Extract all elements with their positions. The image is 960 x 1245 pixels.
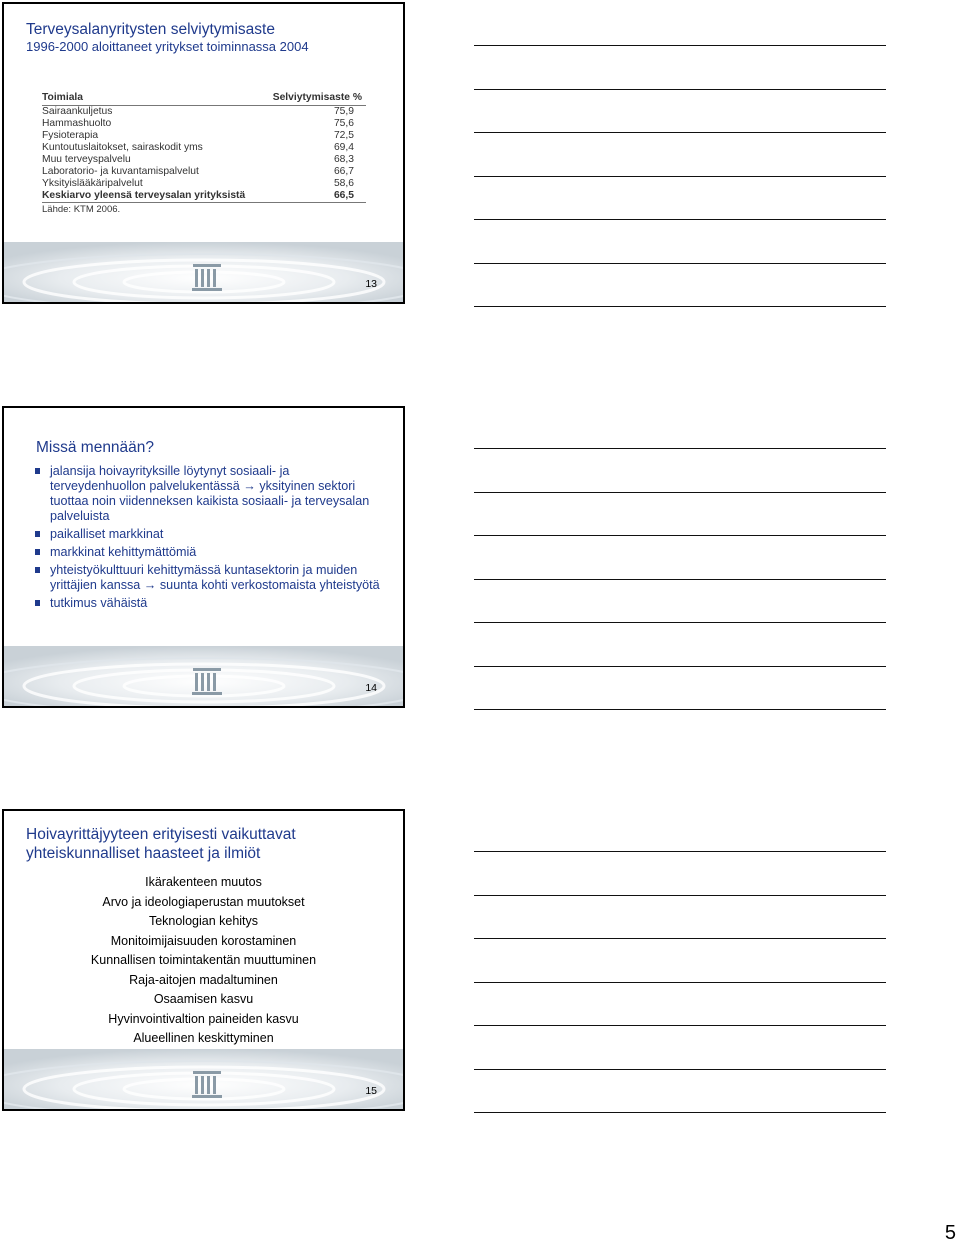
list-item: Osaamisen kasvu — [153, 992, 254, 1006]
table-header-row — [42, 92, 366, 106]
table-cell: 66,7 — [333, 166, 354, 177]
note-line — [474, 709, 886, 710]
note-line — [474, 263, 886, 264]
table-row — [42, 106, 366, 119]
table-cell: 75,6 — [333, 118, 354, 129]
list-item: tutkimus vähäistä — [32, 596, 384, 611]
table-cell: Muu terveyspalvelu — [42, 154, 131, 165]
note-line — [474, 132, 886, 133]
table-cell: Yksityislääkäripalvelut — [42, 178, 143, 189]
page-number: 5 — [944, 1222, 956, 1244]
table-cell: 66,5 — [264, 190, 366, 203]
survival-rate-table — [42, 92, 366, 203]
list-item: Hyvinvointivaltion paineiden kasvu — [108, 1011, 299, 1026]
slide-number: 15 — [365, 1085, 377, 1097]
table-row — [42, 166, 366, 178]
slide-subtitle: 1996-2000 aloittaneet yritykset toiminnassa 2004 — [26, 39, 309, 54]
list-item: markkinat kehittymättömiä — [32, 545, 384, 560]
note-line — [474, 492, 886, 493]
note-line — [474, 1069, 886, 1070]
table-cell: 75,9 — [333, 106, 354, 117]
table-cell: 68,3 — [333, 154, 354, 165]
slide-13 — [2, 2, 405, 304]
slide-number: 14 — [365, 682, 377, 694]
column-header-industry: Toimiala — [42, 92, 264, 106]
table-cell: Keskiarvo yleensä terveysalan yrityksistä — [42, 190, 264, 203]
table-cell: 69,4 — [333, 142, 354, 153]
list-item: jalansija hoivayrityksille löytynyt sosiaali- ja terveydenhuollon palvelukentässä → yksityinen sektori tuottaa noin viidenneksen kaikista sosiaali- ja terveysalan palveluista — [32, 464, 384, 524]
slide-title: Hoivayrittäjyyteen erityisesti vaikuttavat yhteiskunnalliset haasteet ja ilmiöt — [26, 826, 296, 862]
table-cell: Hammashuolto — [42, 118, 112, 129]
list-item: Ikärakenteen muutos — [145, 875, 262, 889]
slide-15 — [2, 809, 405, 1111]
note-line — [474, 1025, 886, 1026]
table-cell: Laboratorio- ja kuvantamispalvelut — [42, 166, 199, 177]
note-line — [474, 448, 886, 449]
list-item: Arvo ja ideologiaperustan muutokset — [102, 894, 305, 909]
list-item: Raja-aitojen madaltuminen — [129, 972, 278, 987]
table-row — [42, 118, 366, 130]
list-item: Teknologian kehitys — [148, 914, 259, 928]
slide-number: 13 — [365, 278, 377, 290]
table-cell: 58,6 — [333, 178, 354, 189]
note-line — [474, 982, 886, 983]
note-line — [474, 535, 886, 536]
table-cell: Sairaankuljetus — [42, 106, 113, 117]
note-line — [474, 45, 886, 46]
note-line — [474, 851, 886, 852]
list-item: paikalliset markkinat — [32, 527, 384, 542]
table-cell: Fysioterapia — [42, 130, 99, 141]
table-row — [42, 154, 366, 166]
university-logo-icon — [190, 664, 224, 698]
note-line — [474, 89, 886, 90]
note-line — [474, 666, 886, 667]
column-header-rate: Selviytymisaste % — [264, 92, 366, 106]
note-line — [474, 938, 886, 939]
list-item: Kunnallisen toimintakentän muuttuminen — [90, 953, 317, 967]
note-line — [474, 219, 886, 220]
note-line — [474, 579, 886, 580]
table-row — [42, 178, 366, 190]
list-item: Alueellinen keskittyminen — [133, 1031, 274, 1045]
table-cell: Kuntoutuslaitokset, sairaskodit yms — [42, 142, 203, 153]
table-row — [42, 142, 366, 154]
note-line — [474, 176, 886, 177]
table-cell: 72,5 — [333, 130, 354, 141]
bullet-list — [32, 464, 384, 614]
note-line — [474, 1112, 886, 1113]
slide-title: Missä mennään? — [36, 439, 155, 456]
note-line — [474, 895, 886, 896]
slide-title: Terveysalanyritysten selviytymisaste — [26, 21, 275, 38]
table-row — [42, 130, 366, 142]
university-logo-icon — [190, 260, 224, 294]
slide-14 — [2, 406, 405, 708]
list-item: Monitoimijaisuuden korostaminen — [110, 933, 297, 948]
note-line — [474, 622, 886, 623]
challenge-list — [4, 873, 403, 1068]
table-row-average — [42, 190, 366, 203]
university-logo-icon — [190, 1067, 224, 1101]
source-note: Lähde: KTM 2006. — [42, 204, 121, 215]
list-item: yhteistyökulttuuri kehittymässä kuntasektorin ja muiden yrittäjien kanssa → suunta kohti verkostomaista yhteistyötä — [32, 563, 384, 593]
note-line — [474, 306, 886, 307]
